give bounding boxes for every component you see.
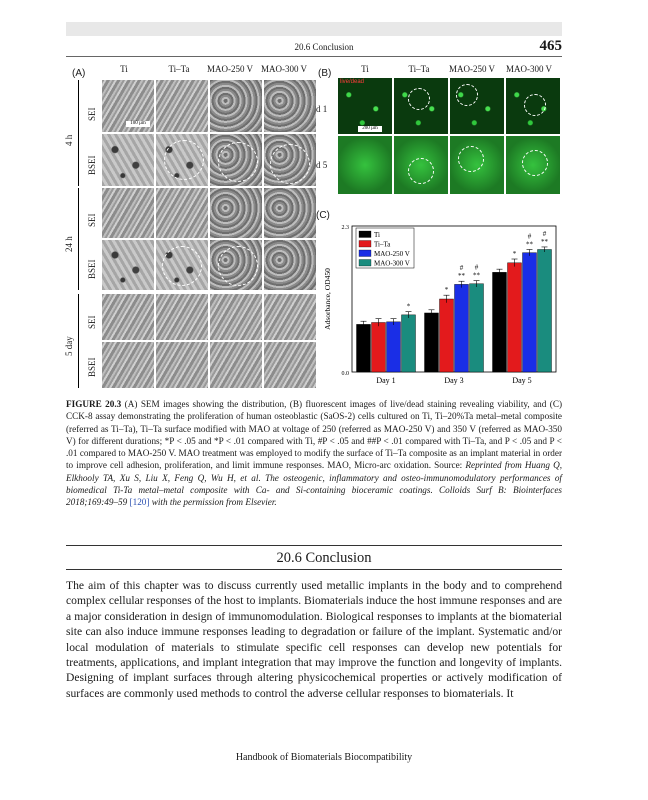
- section-rule-top: [66, 545, 562, 546]
- chart-y-tick-label: 0.0: [341, 371, 349, 377]
- page-number: 465: [539, 38, 562, 54]
- panel-b-row-d5: d 5: [316, 160, 328, 170]
- sem-image: [264, 294, 316, 340]
- panel-b-col-ti: Ti: [361, 64, 369, 74]
- chart-significance-label: **: [473, 271, 480, 280]
- sem-image: [264, 342, 316, 388]
- panel-a-col-ti: Ti: [120, 64, 128, 74]
- chart-legend-label: MAO-250 V: [374, 250, 410, 258]
- sem-image: [102, 342, 154, 388]
- sem-image: [156, 188, 208, 238]
- sem-image: [156, 294, 208, 340]
- sem-image: [102, 240, 154, 290]
- chart-legend-label: Ti–Ta: [374, 240, 391, 249]
- running-header-section: 20.6 Conclusion: [294, 42, 354, 52]
- chart-x-tick-label: Day 5: [512, 376, 532, 385]
- chart-significance-label: #: [542, 229, 547, 238]
- chart-bar: [538, 249, 552, 372]
- chart-significance-label: *: [512, 250, 517, 259]
- panel-b-letter: (B): [318, 68, 332, 79]
- panel-b-stain-label: live/dead: [340, 79, 365, 85]
- chart-legend-label: MAO-300 V: [374, 259, 410, 268]
- chart-x-tick-label: Day 1: [376, 376, 396, 385]
- sem-image: [264, 134, 316, 186]
- sem-image: [210, 294, 262, 340]
- running-header-bar: [66, 22, 562, 36]
- page-footer: Handbook of Biomaterials Biocompatibility: [235, 752, 413, 763]
- sem-image: [264, 240, 316, 290]
- section-title: 20.6 Conclusion: [276, 550, 372, 566]
- panel-a-row-sei-1: SEI: [87, 107, 97, 121]
- cck8-bar-chart: [318, 220, 562, 390]
- panel-b-col-mao300: MAO-300 V: [505, 64, 553, 74]
- sem-image: [210, 240, 262, 290]
- chart-bar: [493, 272, 507, 372]
- fluorescence-image: [506, 136, 560, 194]
- panel-a-group-24h: 24 h: [64, 236, 74, 252]
- sem-image: [156, 240, 208, 290]
- chart-legend-swatch: [359, 250, 371, 257]
- chart-y-axis-label: Adsorbance, OD450: [323, 268, 332, 330]
- panel-b-col-mao250: MAO-250 V: [448, 64, 496, 74]
- header-rule: [66, 56, 562, 57]
- chart-bar: [425, 313, 439, 372]
- fluorescence-image: [450, 136, 504, 194]
- figure-20-3: [66, 64, 562, 390]
- fluorescence-image: [394, 136, 448, 194]
- panel-a-group-5day: 5 day: [64, 336, 74, 356]
- chart-legend-swatch: [359, 241, 371, 248]
- figure-caption-ref-link[interactable]: [120]: [129, 497, 150, 508]
- chart-bar: [523, 253, 537, 372]
- chart-significance-label: *: [444, 286, 449, 295]
- panel-a-row-sei-2: SEI: [87, 213, 97, 227]
- panel-b-scale-bar: 200 µm: [358, 126, 382, 132]
- panel-a-row-bsei-1: BSEI: [87, 155, 97, 175]
- chart-bar: [357, 324, 371, 372]
- chart-significance-label: *: [406, 302, 411, 311]
- fluorescence-image: [506, 78, 560, 134]
- panel-a-col-tita: Ti–Ta: [168, 64, 190, 74]
- chart-bar: [508, 263, 522, 372]
- figure-caption: [66, 398, 562, 509]
- sem-image: [264, 80, 316, 132]
- panel-b-row-d1: d 1: [316, 104, 328, 114]
- figure-caption-source: Reprinted from Huang Q, Elkhooly TA, Xu S, Liu X, Feng Q, Wu H, et al. The osteogenic, inflammatory and osteo-immunomodulatory performances of biomedical Ti-Ta metal–metal composite with Ca- and Si-containing bioceramic coatings. Colloids Surf B: Biointerfaces 2018;169:49–59: [66, 460, 562, 508]
- panel-a-group-4h: 4 h: [64, 134, 74, 146]
- figure-caption-text: (A) SEM images showing the distribution, (B) fluorescent images of live/dead staining revealing viability, and (C) CCK-8 assay demonstrating the proliferation of human osteoblastic (SaOS-2) cells cultured on Ti, Ti–20%Ta metal–metal composite (referred as Ti–Ta), Ti–Ta surface modified with MAO at voltage of 250 (referred as MAO-250 V) and 350 V (referred as MAO-350 V) for different durations; *P < .05 and *P < .01 compared with Ti, #P < .05 and ##P < .01 compared with Ti–Ta, and P < .05 and P < .01 compared to MAO-250 V. MAO treatment was employed to modify the surface of Ti–Ta composite as an implant material in order to improve cell adhesion, proliferation, and limit immune responses. MAO, Micro-arc oxidation. Source:: [66, 399, 563, 471]
- section-rule-bottom: [66, 569, 562, 570]
- sem-image: [210, 342, 262, 388]
- panel-a-letter: (A): [72, 68, 86, 79]
- chart-bar: [440, 299, 454, 372]
- sem-image: [156, 342, 208, 388]
- chart-legend-label: Ti: [374, 231, 380, 239]
- panel-c-letter: (C): [316, 210, 330, 221]
- sem-image: [210, 188, 262, 238]
- panel-a-col-mao250: MAO-250 V: [206, 64, 254, 74]
- sem-image: [102, 134, 154, 186]
- chart-significance-label: #: [474, 263, 479, 272]
- sem-image: [210, 134, 262, 186]
- sem-image: [264, 188, 316, 238]
- fluorescence-image: [394, 78, 448, 134]
- chart-y-tick-label: 2.3: [341, 225, 349, 231]
- chart-significance-label: **: [526, 240, 533, 249]
- chart-significance-label: #: [527, 232, 532, 241]
- fluorescence-image: [338, 136, 392, 194]
- sem-image: [156, 134, 208, 186]
- sem-image: [102, 294, 154, 340]
- chart-bar: [387, 322, 401, 372]
- panel-a-row-bsei-2: BSEI: [87, 259, 97, 279]
- fluorescence-image: [450, 78, 504, 134]
- sem-image: [156, 80, 208, 132]
- chart-significance-label: #: [459, 264, 464, 273]
- chart-legend-swatch: [359, 260, 371, 267]
- panel-a-group-5day-bracket: [78, 294, 79, 388]
- sem-image: [210, 80, 262, 132]
- figure-caption-tail: with the permission from Elsevier.: [149, 497, 277, 508]
- panel-a-row-sei-3: SEI: [87, 315, 97, 329]
- chart-legend-swatch: [359, 231, 371, 238]
- figure-caption-label: FIGURE 20.3: [66, 399, 122, 409]
- panel-a-row-bsei-3: BSEI: [87, 357, 97, 377]
- chart-bar: [455, 284, 469, 372]
- sem-image: [102, 188, 154, 238]
- chart-x-tick-label: Day 3: [444, 376, 464, 385]
- chart-significance-label: **: [541, 237, 548, 246]
- panel-a-group-4h-bracket: [78, 80, 79, 186]
- chart-bar: [470, 284, 484, 372]
- panel-a-scale-bar: 100 µm: [126, 121, 150, 127]
- body-paragraph: The aim of this chapter was to discuss currently used metallic implants in the body and to comprehend complex cellular responses of the host to implants. Biomaterials induce the host immune responses and are a major consideration in design of immunomodulation. Biological responses to implants at the biomaterial site can also induce immune responses leading to degradation or failure of the implant. Systematic and/or local modulation of materials to stimulate specific cell responses can develop new potentials for treatments, applications, and implant integration that may improve the function and longevity of implants. Designing of implant surfaces through altering physicochemical properties or actively modification of surfaces are commonly used methods to control the adverse cellular responses to biomaterials. It: [66, 579, 562, 700]
- panel-a-group-24h-bracket: [78, 188, 79, 290]
- panel-b-col-tita: Ti–Ta: [408, 64, 430, 74]
- panel-a-col-mao300: MAO-300 V: [260, 64, 308, 74]
- chart-significance-label: **: [458, 272, 465, 281]
- chart-bar: [402, 315, 416, 372]
- chart-bar: [372, 322, 386, 372]
